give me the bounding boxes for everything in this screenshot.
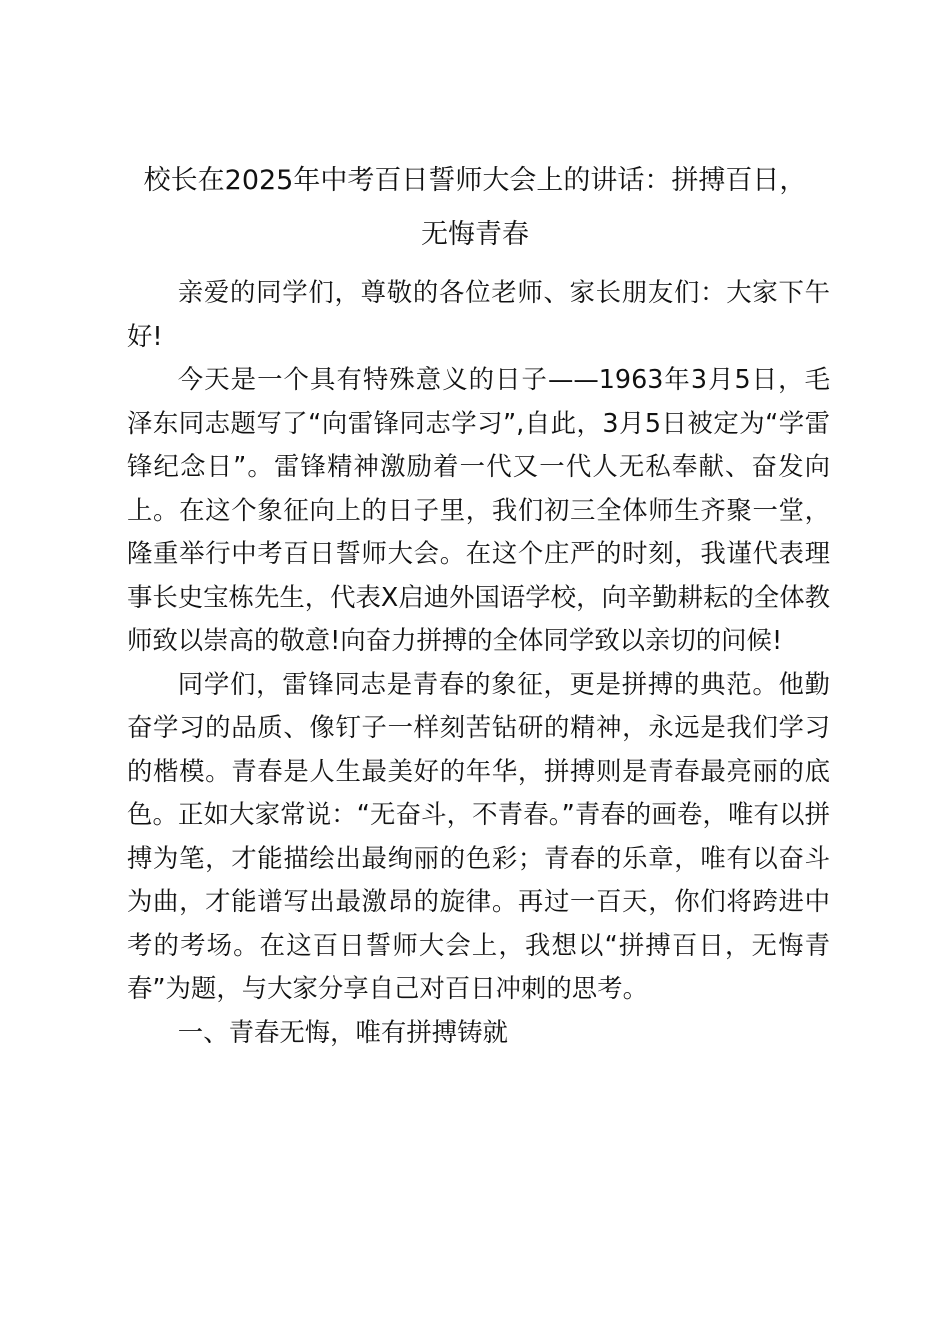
document-title-line-1: 校长在2025年中考百日誓师大会上的讲话：拼搏百日， [143, 165, 807, 196]
paragraph-greeting: 亲爱的同学们，尊敬的各位老师、家长朋友们：大家下午好! [127, 277, 830, 351]
section-heading: 一、青春无悔，唯有拼搏铸就 [177, 1016, 508, 1047]
document-title-line-2: 无悔青春 [421, 219, 529, 250]
document-title [120, 154, 830, 262]
paragraph-theme: 同学们，雷锋同志是青春的象征，更是拼搏的典范。他勤奋学习的品质、像钉子一样刻苦钻研的精神，永远是我们学习的楷模。青春是人生最美好的年华，拼搏则是青春最亮丽的底色。正如大家常说：“无奋斗，不青春。”青春的画卷，唯有以拼搏为笔，才能描绘出最绚丽的色彩；青春的乐章，唯有以奋斗为曲，才能谱写出最激昂的旋律。再过一百天，你们将跨进中考的考场。在这百日誓师大会上，我想以“拼搏百日，无悔青春”为题，与大家分享自己对百日冲刺的思考。 [127, 668, 830, 1003]
paragraph-intro: 今天是一个具有特殊意义的日子——1963年3月5日，毛泽东同志题写了“向雷锋同志学习”,自此，3月5日被定为“学雷锋纪念日”。雷锋精神激励着一代又一代人无私奉献、奋发向上。在这个象征向上的日子里，我们初三全体师生齐聚一堂，隆重举行中考百日誓师大会。在这个庄严的时刻，我谨代表理事长史宝栋先生，代表X启迪外国语学校，向辛勤耕耘的全体教师致以崇高的敬意!向奋力拼搏的全体同学致以亲切的问候! [127, 364, 830, 655]
document-body [127, 271, 830, 1054]
